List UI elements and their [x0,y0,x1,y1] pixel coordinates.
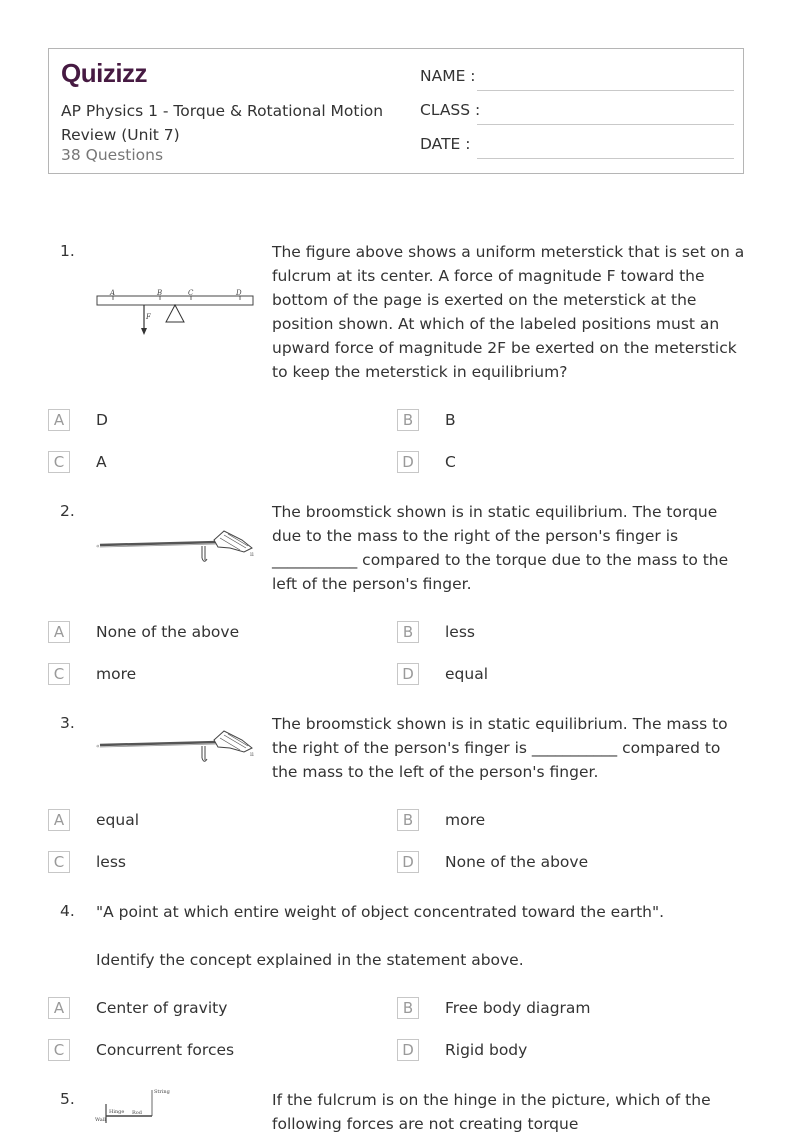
class-field[interactable] [420,101,734,125]
broomstick-figure [94,726,256,766]
option-letter[interactable]: B [397,809,419,831]
question-number: 1. [60,242,75,260]
date-line[interactable] [477,158,734,159]
question-number: 4. [60,902,75,920]
option-letter[interactable]: D [397,663,419,685]
option-text[interactable]: equal [96,811,140,829]
label-d: D [236,289,242,297]
hinge-rod-figure [94,1086,174,1123]
question-number: 5. [60,1090,75,1108]
option-text[interactable]: Center of gravity [96,999,228,1017]
option-letter[interactable]: C [48,663,70,685]
meterstick-figure [94,286,256,338]
question-text: The broomstick shown is in static equilibrium. The mass to the right of the person's finger is ___________ compared to the mass to the left of the person's finger. [272,715,728,781]
option-text[interactable]: C [445,453,456,471]
svg-text:ıı: ıı [250,751,254,758]
option-text[interactable]: None of the above [445,853,589,871]
option-text[interactable]: D [96,411,108,429]
option-letter[interactable]: A [48,621,70,643]
option-letter[interactable]: D [397,1039,419,1061]
question-count: 38 Questions [61,146,164,164]
worksheet-header [48,48,744,174]
option-letter[interactable]: A [48,809,70,831]
option-text[interactable]: equal [445,665,489,683]
option-letter[interactable]: B [397,621,419,643]
label-hinge: Hinge [109,1109,125,1115]
worksheet-title: AP Physics 1 - Torque & Rotational Motion Review (Unit 7) [61,102,384,144]
question-text: The figure above shows a uniform meterstick that is set on a fulcrum at its center. A force of magnitude F toward the bottom of the page is exerted on the meterstick at the position shown. At which of the labeled positions must an upward force of magnitude 2F be exerted on the meterstick to keep the meterstick in equilibrium? [272,243,745,381]
label-wall: Wall [95,1117,106,1123]
option-text[interactable]: Concurrent forces [96,1041,235,1059]
option-text[interactable]: None of the above [96,623,240,641]
label-a: A [110,289,116,297]
fulcrum-triangle [166,305,184,322]
option-text[interactable]: less [445,623,475,641]
option-text[interactable]: A [96,453,107,471]
option-text[interactable]: B [445,411,456,429]
option-letter[interactable]: A [48,997,70,1019]
quizizz-logo: Quizizz [61,58,148,88]
option-text[interactable]: more [445,811,486,829]
question-text: "A point at which entire weight of object concentrated toward the earth". [96,903,665,921]
name-field[interactable] [420,67,734,91]
question-text-secondary: Identify the concept explained in the statement above. [96,951,524,969]
class-label: CLASS : [420,101,481,119]
class-line[interactable] [477,124,734,125]
option-letter[interactable]: D [397,451,419,473]
svg-text:«: « [96,743,100,750]
svg-text:«: « [96,543,100,550]
option-text[interactable]: less [96,853,126,871]
label-string: String [154,1089,170,1095]
option-letter[interactable]: C [48,1039,70,1061]
date-field[interactable] [420,135,734,159]
question-text: The broomstick shown is in static equilibrium. The torque due to the mass to the right of the person's finger is ___________ compared to the torque due to the mass to the left of the person's finger. [272,503,729,593]
date-label: DATE : [420,135,471,153]
name-label: NAME : [420,67,476,85]
label-f: F [146,313,151,321]
option-letter[interactable]: D [397,851,419,873]
option-letter[interactable]: B [397,409,419,431]
name-line[interactable] [477,90,734,91]
label-c: C [188,289,194,297]
label-rod: Rod [132,1110,142,1116]
question-number: 2. [60,502,75,520]
option-letter[interactable]: A [48,409,70,431]
question-number: 3. [60,714,75,732]
option-letter[interactable]: C [48,451,70,473]
label-b: B [157,289,163,297]
option-text[interactable]: more [96,665,137,683]
option-letter[interactable]: C [48,851,70,873]
question-text: If the fulcrum is on the hinge in the picture, which of the following forces are not creating torque [272,1091,711,1133]
svg-text:ıı: ıı [250,551,254,558]
broomstick-figure [94,526,256,566]
option-letter[interactable]: B [397,997,419,1019]
option-text[interactable]: Free body diagram [445,999,591,1017]
option-text[interactable]: Rigid body [445,1041,528,1059]
